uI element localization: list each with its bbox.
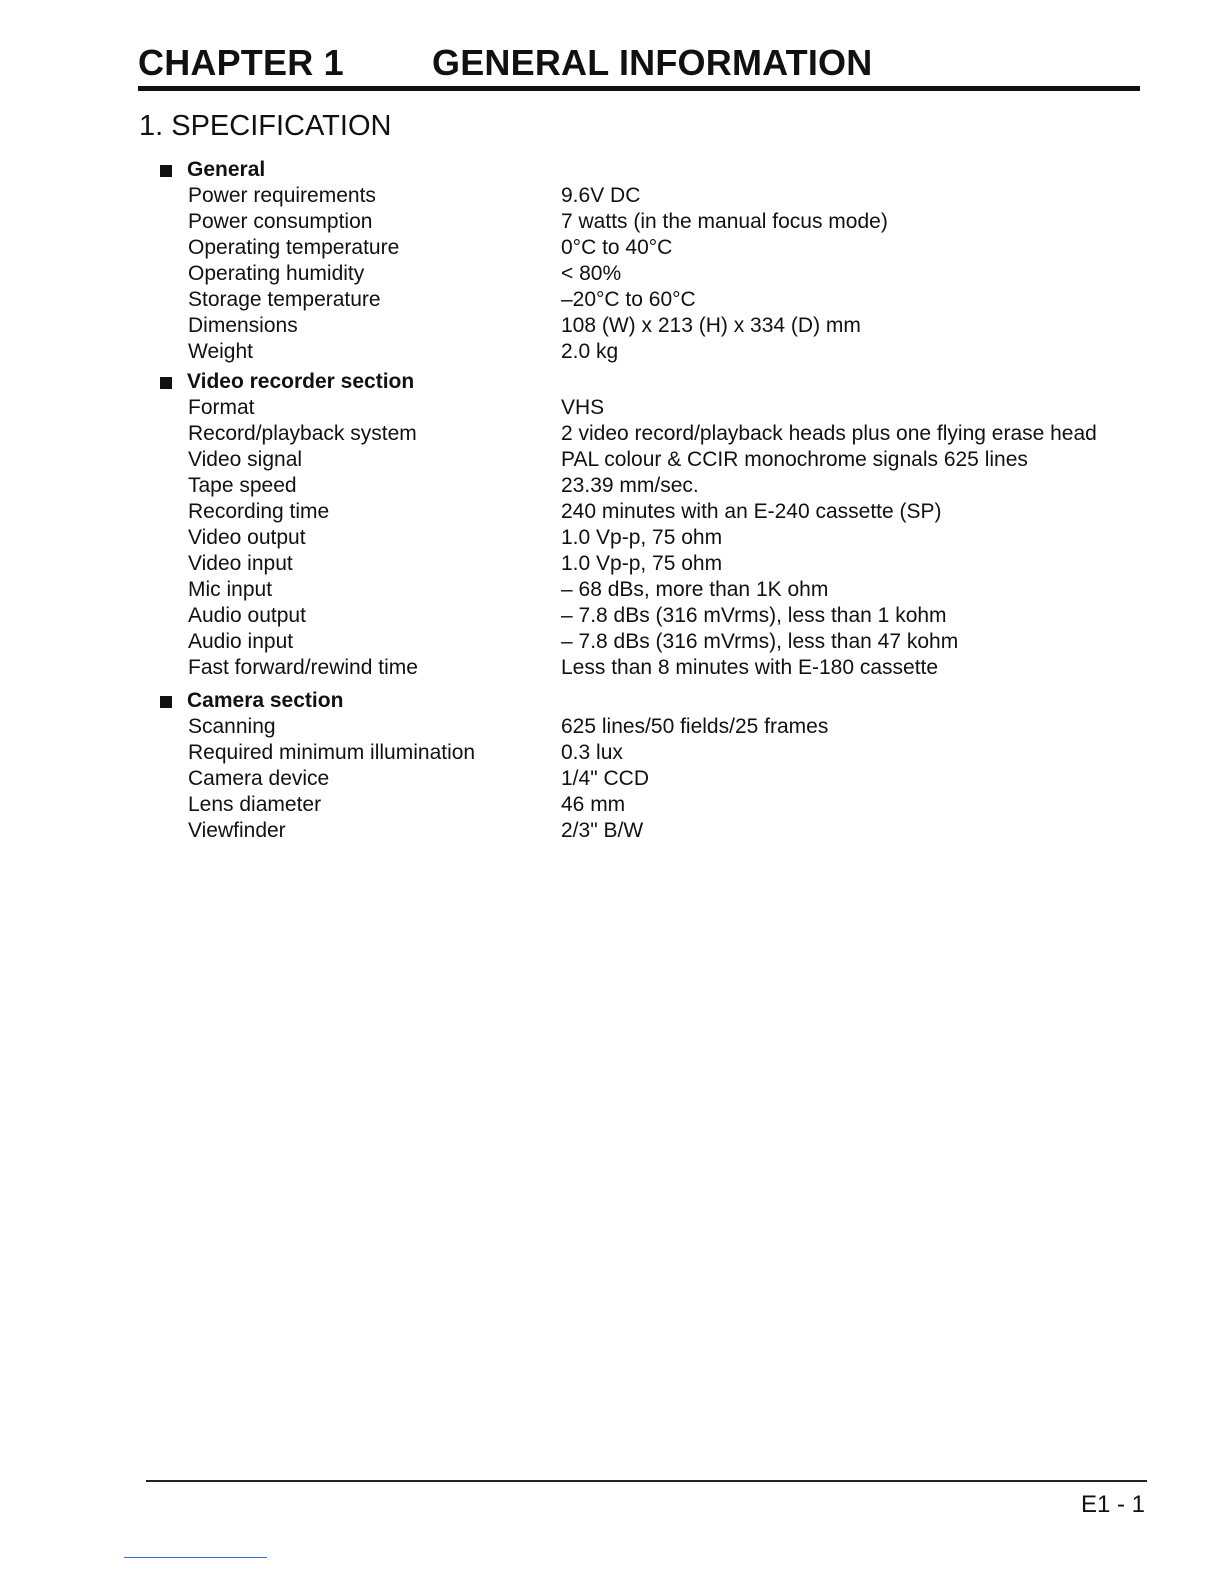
spec-value: 2.0 kg — [561, 340, 619, 363]
spec-row — [160, 714, 1150, 740]
spec-label: Required minimum illumination — [188, 741, 476, 764]
spec-row — [160, 235, 1150, 261]
spec-label: Video output — [188, 526, 306, 549]
spec-group-camera — [160, 688, 1150, 844]
spec-label: Operating temperature — [188, 236, 400, 259]
spec-value: 2 video record/playback heads plus one flying erase head — [561, 422, 1097, 445]
square-bullet-icon — [160, 696, 172, 708]
group-title: Video recorder section — [187, 370, 415, 393]
square-bullet-icon — [160, 165, 172, 177]
spec-row — [160, 183, 1150, 209]
chapter-title: GENERAL INFORMATION — [432, 42, 873, 83]
spec-value: 7 watts (in the manual focus mode) — [561, 210, 888, 233]
spec-row — [160, 447, 1150, 473]
spec-value: 2/3" B/W — [561, 819, 644, 842]
spec-label: Lens diameter — [188, 793, 322, 816]
spec-label: Video input — [188, 552, 293, 575]
spec-row — [160, 261, 1150, 287]
page-number: E1 - 1 — [1080, 1491, 1145, 1518]
spec-row — [160, 577, 1150, 603]
spec-label: Tape speed — [188, 474, 297, 497]
spec-label: Camera device — [188, 767, 330, 790]
spec-label: Recording time — [188, 500, 330, 523]
spec-value: Less than 8 minutes with E-180 cassette — [561, 656, 939, 679]
group-heading — [160, 157, 1150, 183]
spec-row — [160, 525, 1150, 551]
spec-label: Audio output — [188, 604, 306, 627]
spec-row — [160, 473, 1150, 499]
spec-label: Storage temperature — [188, 288, 381, 311]
chapter-label: CHAPTER 1 — [138, 42, 344, 83]
spec-row — [160, 766, 1150, 792]
spec-row — [160, 603, 1150, 629]
spec-value: VHS — [561, 396, 605, 419]
spec-row — [160, 792, 1150, 818]
spec-label: Format — [188, 396, 255, 419]
spec-label: Audio input — [188, 630, 294, 653]
group-heading — [160, 369, 1150, 395]
spec-row — [160, 655, 1150, 681]
spec-value: 625 lines/50 fields/25 frames — [561, 715, 829, 738]
spec-label: Record/playback system — [188, 422, 417, 445]
spec-row — [160, 421, 1150, 447]
spec-value: –20°C to 60°C — [561, 288, 696, 311]
spec-label: Scanning — [188, 715, 276, 738]
footer-rule — [146, 1480, 1147, 1482]
spec-value: – 7.8 dBs (316 mVrms), less than 1 kohm — [561, 604, 947, 627]
spec-group-video-recorder — [160, 369, 1150, 681]
scan-edge-line — [124, 1557, 267, 1558]
spec-value: 23.39 mm/sec. — [561, 474, 699, 497]
spec-label: Mic input — [188, 578, 273, 601]
spec-value: 46 mm — [561, 793, 626, 816]
spec-value: – 68 dBs, more than 1K ohm — [561, 578, 829, 601]
group-title: General — [187, 158, 266, 181]
spec-label: Video signal — [188, 448, 303, 471]
spec-value: 108 (W) x 213 (H) x 334 (D) mm — [561, 314, 861, 337]
spec-row — [160, 551, 1150, 577]
spec-value: – 7.8 dBs (316 mVrms), less than 47 kohm — [561, 630, 959, 653]
spec-label: Power consumption — [188, 210, 373, 233]
spec-group-general — [160, 157, 1150, 365]
spec-value: PAL colour & CCIR monochrome signals 625 lines — [561, 448, 1028, 471]
spec-row — [160, 313, 1150, 339]
spec-value: 1/4" CCD — [561, 767, 649, 790]
spec-row — [160, 818, 1150, 844]
spec-value: 1.0 Vp-p, 75 ohm — [561, 552, 723, 575]
spec-row — [160, 395, 1150, 421]
spec-row — [160, 499, 1150, 525]
spec-value: < 80% — [561, 262, 622, 285]
spec-value: 1.0 Vp-p, 75 ohm — [561, 526, 723, 549]
spec-label: Weight — [188, 340, 253, 363]
group-heading — [160, 688, 1150, 714]
spec-label: Viewfinder — [188, 819, 286, 842]
square-bullet-icon — [160, 377, 172, 389]
spec-row — [160, 629, 1150, 655]
spec-value: 0°C to 40°C — [561, 236, 673, 259]
spec-value: 9.6V DC — [561, 184, 641, 207]
spec-label: Fast forward/rewind time — [188, 656, 418, 679]
spec-row — [160, 209, 1150, 235]
section-title: 1. SPECIFICATION — [139, 110, 392, 142]
spec-label: Dimensions — [188, 314, 298, 337]
spec-label: Operating humidity — [188, 262, 365, 285]
chapter-header — [138, 40, 1140, 91]
spec-label: Power requirements — [188, 184, 376, 207]
group-title: Camera section — [187, 689, 344, 712]
spec-row — [160, 740, 1150, 766]
spec-value: 240 minutes with an E-240 cassette (SP) — [561, 500, 942, 523]
spec-value: 0.3 lux — [561, 741, 623, 764]
spec-row — [160, 339, 1150, 365]
spec-row — [160, 287, 1150, 313]
